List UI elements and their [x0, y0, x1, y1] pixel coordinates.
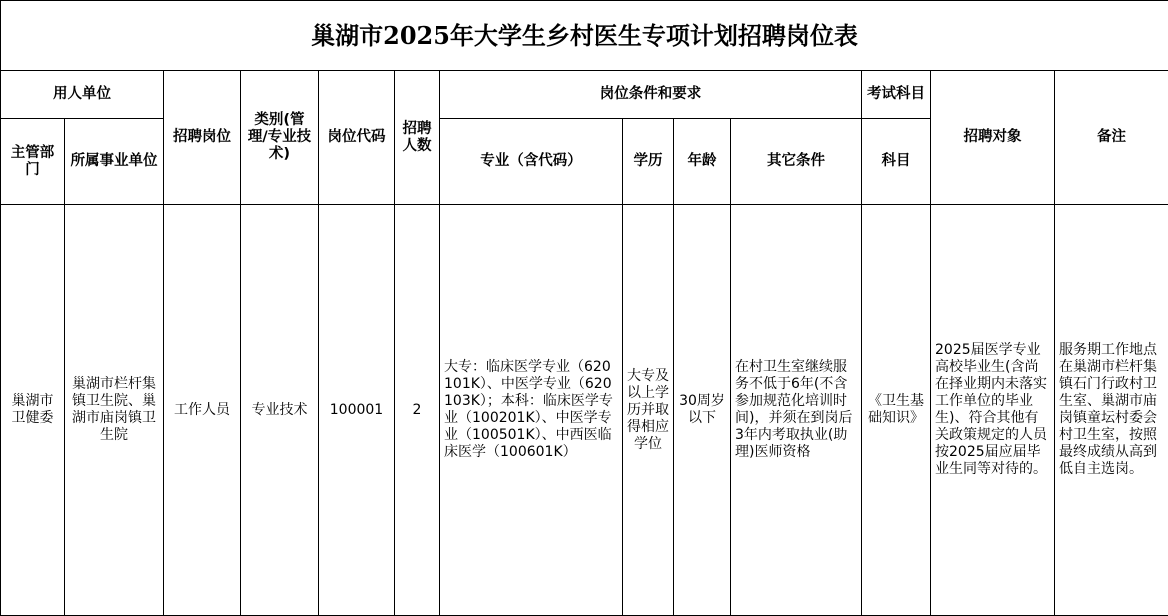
table-row — [1, 205, 1168, 616]
header-category: 类别(管理/专业技术) — [241, 71, 319, 205]
cell-education: 大专及以上学历并取得相应学位 — [623, 205, 674, 616]
cell-other: 在村卫生室继续服务不低于6年(不含参加规范化培训时间)，并须在到岗后3年内考取执业(助理)医师资格 — [731, 205, 862, 616]
cell-subject: 《卫生基础知识》 — [862, 205, 931, 616]
header-conditions: 岗位条件和要求 — [440, 71, 862, 119]
header-unit: 所属事业单位 — [65, 119, 164, 205]
cell-code: 100001 — [319, 205, 395, 616]
header-major: 专业（含代码） — [440, 119, 623, 205]
header-exam: 考试科目 — [862, 71, 931, 119]
header-dept: 主管部门 — [1, 119, 65, 205]
cell-category: 专业技术 — [241, 205, 319, 616]
cell-target: 2025届医学专业高校毕业生(含尚在择业期内未落实工作单位的毕业生)、符合其他有关政策规定的人员按2025届应届毕业生同等对待的。 — [931, 205, 1055, 616]
header-employer: 用人单位 — [1, 71, 164, 119]
header-other: 其它条件 — [731, 119, 862, 205]
header-age: 年龄 — [674, 119, 731, 205]
cell-count: 2 — [395, 205, 440, 616]
cell-unit: 巢湖市栏杆集镇卫生院、巢湖市庙岗镇卫生院 — [65, 205, 164, 616]
header-education: 学历 — [623, 119, 674, 205]
cell-dept: 巢湖市卫健委 — [1, 205, 65, 616]
cell-major: 大专：临床医学专业（620101K）、中医学专业（620103K）；本科：临床医学专业（100201K）、中医学专业（100501K）、中西医临床医学（100601K） — [440, 205, 623, 616]
header-subject: 科目 — [862, 119, 931, 205]
header-target: 招聘对象 — [931, 71, 1055, 205]
header-remark: 备注 — [1055, 71, 1168, 205]
header-count: 招聘人数 — [395, 71, 440, 205]
page-title: 巢湖市2025年大学生乡村医生专项计划招聘岗位表 — [1, 1, 1168, 71]
cell-age: 30周岁以下 — [674, 205, 731, 616]
cell-position: 工作人员 — [164, 205, 241, 616]
header-code: 岗位代码 — [319, 71, 395, 205]
header-position: 招聘岗位 — [164, 71, 241, 205]
cell-remark: 服务期工作地点在巢湖市栏杆集镇石门行政村卫生室、巢湖市庙岗镇童坛村委会村卫生室，按照最终成绩从高到低自主选岗。 — [1055, 205, 1168, 616]
